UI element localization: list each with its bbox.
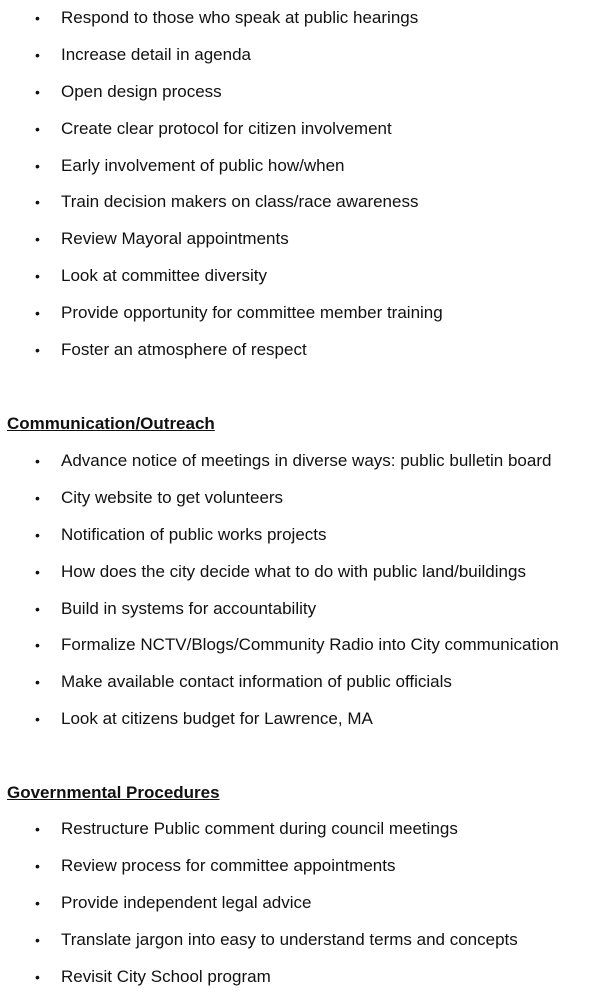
- list-item-text: City website to get volunteers: [61, 487, 284, 507]
- list-item-text: Provide opportunity for committee member training: [61, 303, 443, 323]
- bullet-icon: •: [35, 489, 40, 506]
- bullet-icon: •: [35, 268, 40, 285]
- list-item-text: Look at committee diversity: [61, 266, 267, 286]
- bullet-icon: •: [35, 857, 40, 874]
- list-item: [0, 885, 600, 922]
- list-item: [0, 591, 600, 628]
- list-item-text: Notification of public works projects: [61, 524, 327, 544]
- list-item-text: Train decision makers on class/race awareness: [61, 192, 419, 212]
- list-item-text: Build in systems for accountability: [61, 598, 317, 618]
- list-item: [0, 554, 600, 591]
- list-item-text: Foster an atmosphere of respect: [61, 340, 307, 360]
- list-item-text: Formalize NCTV/Blogs/Community Radio into City communication: [61, 635, 559, 655]
- bullet-icon: •: [35, 120, 40, 137]
- bullet-icon: •: [35, 10, 40, 26]
- list-item: [0, 0, 600, 37]
- list-item: [0, 184, 600, 221]
- bullet-icon: •: [35, 194, 40, 211]
- bullet-icon: •: [35, 674, 40, 691]
- list-item: [0, 148, 600, 185]
- communication-outreach-list: [0, 443, 600, 738]
- list-item-text: Look at citizens budget for Lawrence, MA: [61, 709, 373, 729]
- list-item-text: Respond to those who speak at public hearings: [61, 8, 419, 27]
- bullet-icon: •: [35, 526, 40, 543]
- list-item-text: Create clear protocol for citizen involvement: [61, 118, 392, 138]
- bullet-icon: •: [35, 968, 40, 985]
- list-item: [0, 701, 600, 738]
- bullet-icon: •: [35, 157, 40, 174]
- bullet-icon: •: [35, 453, 40, 469]
- list-item-text: Revisit City School program: [61, 966, 271, 986]
- list-item: [0, 959, 600, 995]
- list-item-text: Restructure Public comment during council meetings: [61, 819, 458, 838]
- section-heading-governmental-procedures: Governmental Procedures: [7, 783, 220, 802]
- list-item: [0, 627, 600, 664]
- list-item: [0, 37, 600, 74]
- bullet-icon: •: [35, 563, 40, 580]
- list-item: [0, 295, 600, 332]
- list-item-text: Provide independent legal advice: [61, 892, 312, 912]
- bullet-icon: •: [35, 342, 40, 359]
- bullet-icon: •: [35, 637, 40, 654]
- list-item-text: Early involvement of public how/when: [61, 155, 345, 175]
- bullet-icon: •: [35, 305, 40, 322]
- list-item: [0, 811, 600, 848]
- list-item-text: Make available contact information of public officials: [61, 672, 452, 692]
- bullet-icon: •: [35, 821, 40, 837]
- recommendation-list: [0, 0, 600, 369]
- list-item: [0, 848, 600, 885]
- bullet-icon: •: [35, 83, 40, 100]
- list-item: [0, 922, 600, 959]
- list-item: [0, 480, 600, 517]
- bullet-icon: •: [35, 894, 40, 911]
- list-item-text: Translate jargon into easy to understand terms and concepts: [61, 929, 518, 949]
- list-item-text: Review Mayoral appointments: [61, 229, 289, 249]
- list-item: [0, 332, 600, 369]
- list-item-text: Advance notice of meetings in diverse ways: public bulletin board: [61, 451, 552, 470]
- bullet-icon: •: [35, 711, 40, 728]
- section-heading-communication-outreach: Communication/Outreach: [7, 414, 215, 433]
- list-item-text: How does the city decide what to do with public land/buildings: [61, 561, 526, 581]
- list-item: [0, 74, 600, 111]
- governmental-procedures-list: [0, 811, 600, 995]
- list-item-text: Review process for committee appointments: [61, 855, 396, 875]
- list-item-text: Increase detail in agenda: [61, 44, 251, 64]
- bullet-icon: •: [35, 46, 40, 63]
- bullet-icon: •: [35, 600, 40, 617]
- bullet-icon: •: [35, 231, 40, 248]
- list-item: [0, 258, 600, 295]
- list-item: [0, 443, 600, 480]
- list-item-text: Open design process: [61, 81, 222, 101]
- list-item: [0, 517, 600, 554]
- bullet-icon: •: [35, 931, 40, 948]
- list-item: [0, 111, 600, 148]
- list-item: [0, 221, 600, 258]
- list-item: [0, 664, 600, 701]
